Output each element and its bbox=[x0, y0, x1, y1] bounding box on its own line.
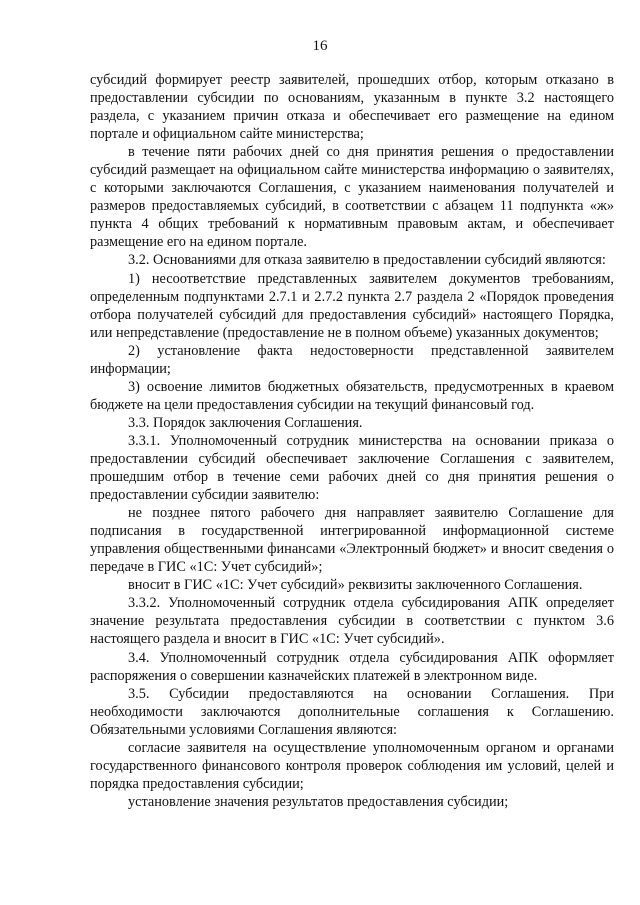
paragraph: 3) освоение лимитов бюджетных обязательств, предусмотренных в краевом бюджете на цели предоставления субсидии на текущий финансовый год. bbox=[90, 378, 614, 413]
paragraph: вносит в ГИС «1С: Учет субсидий» реквизиты заключенного Соглашения. bbox=[128, 577, 583, 594]
paragraph: 3.2. Основаниями для отказа заявителю в предоставлении субсидий являются: bbox=[128, 252, 606, 269]
paragraph: 1) несоответствие представленных заявителем документов требованиям, определенным подпунктами 2.7.1 и 2.7.2 пункта 2.7 раздела 2 «Порядок проведения отбора получателей субсидий для предоставления субсидий» настоящего Порядка, или непредставление (предоставление не в полном объеме) указанных документов; bbox=[90, 270, 614, 341]
document-body bbox=[90, 71, 614, 811]
paragraph: установление значения результатов предоставления субсидии; bbox=[128, 793, 509, 810]
page-number: 16 bbox=[312, 38, 328, 54]
paragraph: 3.3.2. Уполномоченный сотрудник отдела субсидирования АПК определяет значение результата предоставления субсидии в соответствии с пунктом 3.6 настоящего раздела и вносит в ГИС «1С: Учет субсидий». bbox=[90, 595, 614, 648]
paragraph: 3.4. Уполномоченный сотрудник отдела субсидирования АПК оформляет распоряжения о совершении казначейских платежей в электронном виде. bbox=[90, 649, 614, 684]
paragraph: субсидий формирует реестр заявителей, прошедших отбор, которым отказано в предоставлении субсидии по основаниям, указанным в пункте 3.2 настоящего раздела, с указанием причин отказа и обеспечивает его размещение на едином портале и официальном сайте министерства; bbox=[90, 72, 614, 143]
paragraph: в течение пяти рабочих дней со дня принятия решения о предоставлении субсидий размещает на официальном сайте министерства информацию о заявителях, с которыми заключаются Соглашения, с указанием наименования получателей и размеров предоставляемых субсидий, в соответствии с абзацем 11 подпункта «ж» пункта 4 общих требований к нормативным правовым актам, и обеспечивает размещение его на едином портале. bbox=[90, 144, 614, 251]
paragraph: 3.3.1. Уполномоченный сотрудник министерства на основании приказа о предоставлении субсидий обеспечивает заключение Соглашения с заявителем, прошедшим отбор в течение семи рабочих дней со дня принятия решения о предоставлении субсидии заявителю: bbox=[90, 432, 614, 504]
paragraph: 3.5. Субсидии предоставляются на основании Соглашения. При необходимости заключаются дополнительные соглашения к Соглашению. Обязательными условиями Соглашения являются: bbox=[90, 685, 614, 738]
paragraph: 3.3. Порядок заключения Соглашения. bbox=[128, 414, 363, 431]
paragraph: не позднее пятого рабочего дня направляет заявителю Соглашение для подписания в государственной интегрированной информационной системе управления общественными финансами «Электронный бюджет» и вносит сведения о передаче в ГИС «1С: Учет субсидий»; bbox=[90, 505, 614, 576]
paragraph: 2) установление факта недостоверности представленной заявителем информации; bbox=[90, 342, 614, 377]
paragraph: согласие заявителя на осуществление уполномоченным органом и органами государственного финансового контроля проверок соблюдения им условий, целей и порядка предоставления субсидии; bbox=[90, 739, 614, 792]
